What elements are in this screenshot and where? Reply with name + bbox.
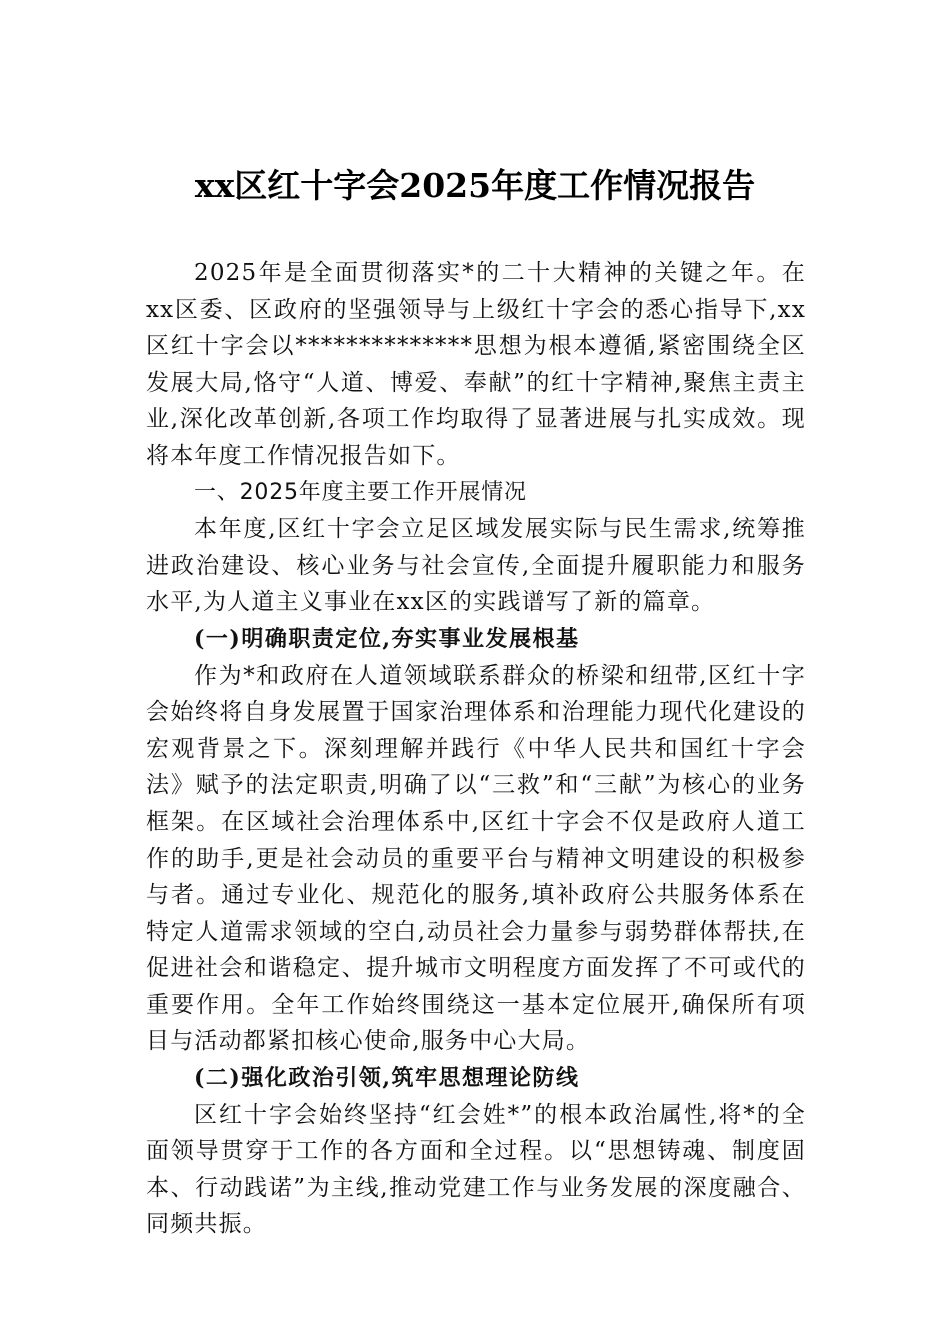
document-title: xx区红十字会2025年度工作情况报告 xyxy=(194,166,756,205)
document-body xyxy=(146,255,806,1243)
section-1-intro-paragraph: 本年度,区红十字会立足区域发展实际与民生需求,统筹推进政治建设、核心业务与社会宣传,全面提升履职能力和服务水平,为人道主义事业在xx区的实践谱写了新的篇章。 xyxy=(146,516,806,616)
subsection-heading-2: (二)强化政治引领,筑牢思想理论防线 xyxy=(194,1065,580,1092)
section-heading-1: 一、2025年度主要工作开展情况 xyxy=(194,479,527,505)
subsection-heading-1: (一)明确职责定位,夯实事业发展根基 xyxy=(194,625,580,652)
subsection-2-paragraph: 区红十字会始终坚持“红会姓*”的根本政治属性,将*的全面领导贯穿于工作的各方面和全过程。以“思想铸魂、制度固本、行动践诺”为主线,推动党建工作与业务发展的深度融合、同频共振。 xyxy=(146,1101,806,1238)
intro-paragraph: 2025年是全面贯彻落实*的二十大精神的关键之年。在xx区委、区政府的坚强领导与上级红十字会的悉心指导下,xx区红十字会以**************思想为根本遵循,紧密围绕全区发展大局,恪守“人道、博爱、奉献”的红十字精神,聚焦主责主业,深化改革创新,各项工作均取得了显著进展与扎实成效。现将本年度工作情况报告如下。 xyxy=(146,260,806,469)
subsection-1-paragraph: 作为*和政府在人道领域联系群众的桥梁和纽带,区红十字会始终将自身发展置于国家治理体系和治理能力现代化建设的宏观背景之下。深刻理解并践行《中华人民共和国红十字会法》赋予的法定职责,明确了以“三救”和“三献”为核心的业务框架。在区域社会治理体系中,区红十字会不仅是政府人道工作的助手,更是社会动员的重要平台与精神文明建设的积极参与者。通过专业化、规范化的服务,填补政府公共服务体系在特定人道需求领域的空白,动员社会力量参与弱势群体帮扶,在促进社会和谐稳定、提升城市文明程度方面发挥了不可或代的重要作用。全年工作始终围绕这一基本定位展开,确保所有项目与活动都紧扣核心使命,服务中心大局。 xyxy=(146,662,806,1055)
